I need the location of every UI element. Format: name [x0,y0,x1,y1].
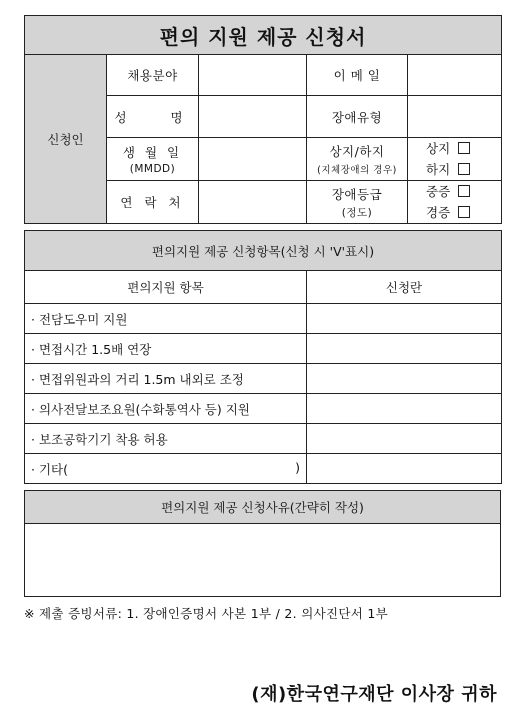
upper-lower-label [307,138,408,181]
item-assistive-device: · 보조공학기기 착용 허용 [25,424,307,454]
reason-table [24,490,501,597]
item-dedicated-helper: · 전담도우미 지원 [25,304,307,334]
item-extended-time: · 면접시간 1.5배 연장 [25,334,307,364]
option-upper [426,138,501,159]
option-mild [426,202,501,223]
reason-input[interactable] [25,524,501,597]
apply-cell-extended-time[interactable] [307,334,502,364]
birthdate-label-text: 생 월 일 [122,145,183,160]
disability-grade-label [307,181,408,224]
option-lower [426,159,501,180]
disability-grade-label-text: 장애등급 [331,186,383,202]
item-distance-adjust: · 면접위원과의 거리 1.5m 내외로 조정 [25,364,307,394]
birthdate-input[interactable] [199,138,307,181]
option-lower-label: 하지 [426,162,451,177]
apply-cell-assistive-device[interactable] [307,424,502,454]
checkbox-upper[interactable] [458,142,470,154]
field-of-hire-input[interactable] [199,55,307,96]
name-label: 성 명 [107,96,199,138]
option-severe-label: 중증 [426,184,451,199]
contact-input[interactable] [199,181,307,224]
item-other-close: ) [295,459,300,475]
upper-lower-options [408,138,502,181]
item-other-label: · 기타( [31,461,68,477]
submission-note: ※ 제출 증빙서류: 1. 장애인증명서 사본 1부 / 2. 의사진단서 1부 [24,606,388,621]
col-item-header: 편의지원 항목 [25,271,307,304]
reason-header: 편의지원 제공 신청사유(간략히 작성) [25,491,501,524]
items-header: 편의지원 제공 신청항목(신청 시 'V'표시) [25,231,502,271]
disability-grade-hint: (정도) [341,206,373,219]
checkbox-severe[interactable] [458,185,470,197]
name-input[interactable] [199,96,307,138]
upper-lower-label-text: 상지/하지 [329,144,385,159]
apply-cell-distance-adjust[interactable] [307,364,502,394]
application-form [24,15,501,597]
birthdate-label [107,138,199,181]
upper-lower-hint: (지체장애의 경우) [317,165,397,176]
form-title: 편의 지원 제공 신청서 [25,16,502,55]
disability-type-label: 장애유형 [307,96,408,138]
apply-cell-dedicated-helper[interactable] [307,304,502,334]
checkbox-lower[interactable] [458,163,470,175]
option-severe [426,181,501,202]
grade-options [408,181,502,224]
option-mild-label: 경증 [426,205,451,220]
email-input[interactable] [408,55,502,96]
contact-label: 연 락 처 [107,181,199,224]
birthdate-hint: (MMDD) [129,163,176,175]
field-of-hire-label: 채용분야 [107,55,199,96]
disability-type-input[interactable] [408,96,502,138]
checkbox-mild[interactable] [458,206,470,218]
item-other [25,454,307,484]
option-upper-label: 상지 [426,141,451,156]
applicant-label: 신청인 [25,55,107,224]
item-interpreter: · 의사전달보조요원(수화통역사 등) 지원 [25,394,307,424]
col-apply-header: 신청란 [307,271,502,304]
apply-cell-interpreter[interactable] [307,394,502,424]
footer-addressee: (재)한국연구재단 이사장 귀하 [251,684,497,705]
email-label: 이 메 일 [307,55,408,96]
items-table [24,230,502,484]
apply-cell-other[interactable] [307,454,502,484]
applicant-table [24,15,502,224]
